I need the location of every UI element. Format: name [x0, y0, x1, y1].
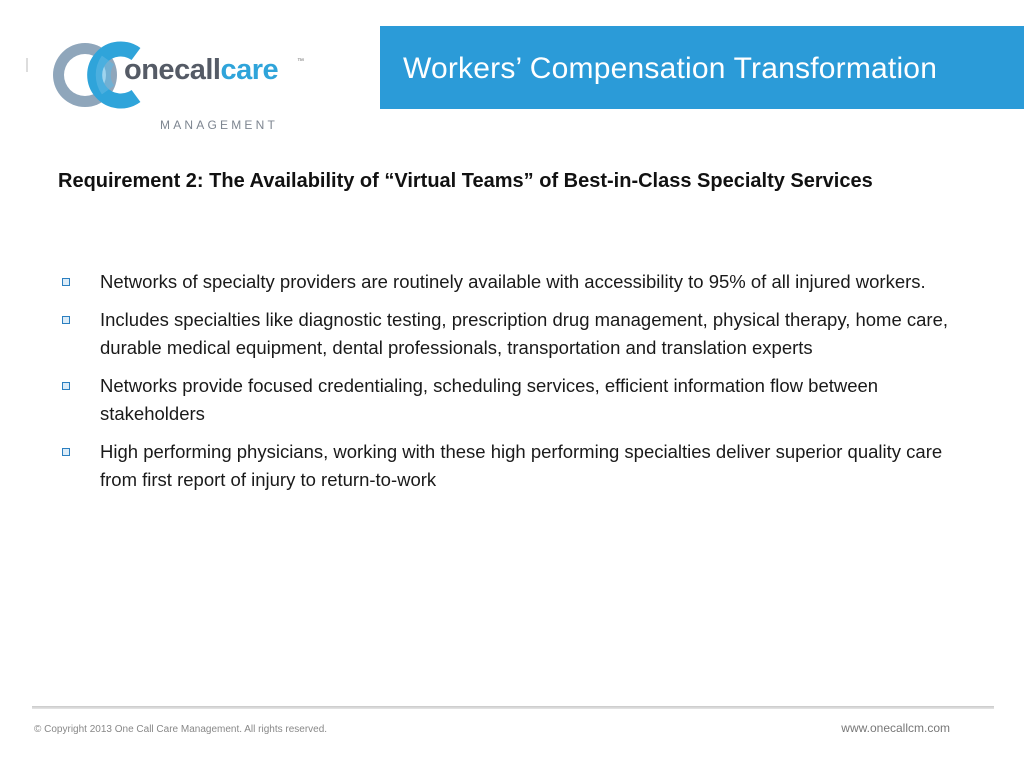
logo-word-call: call — [174, 54, 221, 86]
edge-mark — [26, 58, 28, 72]
logo-trademark: ™ — [297, 58, 304, 65]
list-item — [62, 306, 962, 362]
logo-wordmark — [124, 54, 278, 86]
section-heading: Requirement 2: The Availability of “Virtual Teams” of Best-in-Class Specialty Services — [58, 170, 873, 192]
logo-subtitle: MANAGEMENT — [160, 118, 279, 132]
square-bullet-icon — [62, 448, 70, 456]
bullet-text: Networks provide focused credentialing, scheduling services, efficient information flow between stakeholders — [100, 375, 879, 424]
logo-word-one: one — [124, 54, 175, 86]
bullet-text: Networks of specialty providers are routinely available with accessibility to 95% of all injured workers. — [100, 271, 926, 292]
footer-divider — [32, 706, 994, 709]
footer-copyright: © Copyright 2013 One Call Care Management. All rights reserved. — [34, 724, 328, 735]
footer-url: www.onecallcm.com — [841, 721, 950, 735]
list-item — [62, 438, 962, 494]
bullet-text: Includes specialties like diagnostic testing, prescription drug management, physical therapy, home care, durable medical equipment, dental professionals, transportation and translation experts — [100, 309, 949, 358]
company-logo — [48, 32, 308, 132]
square-bullet-icon — [62, 278, 70, 286]
page-title: Workers’ Compensation Transformation — [403, 52, 938, 85]
bullet-text: High performing physicians, working with these high performing specialties deliver superior quality care from first report of injury to return-to-work — [100, 441, 943, 490]
list-item — [62, 268, 962, 296]
list-item — [62, 372, 962, 428]
logo-word-care: care — [220, 54, 279, 86]
square-bullet-icon — [62, 382, 70, 390]
bullet-list — [62, 268, 962, 504]
square-bullet-icon — [62, 316, 70, 324]
